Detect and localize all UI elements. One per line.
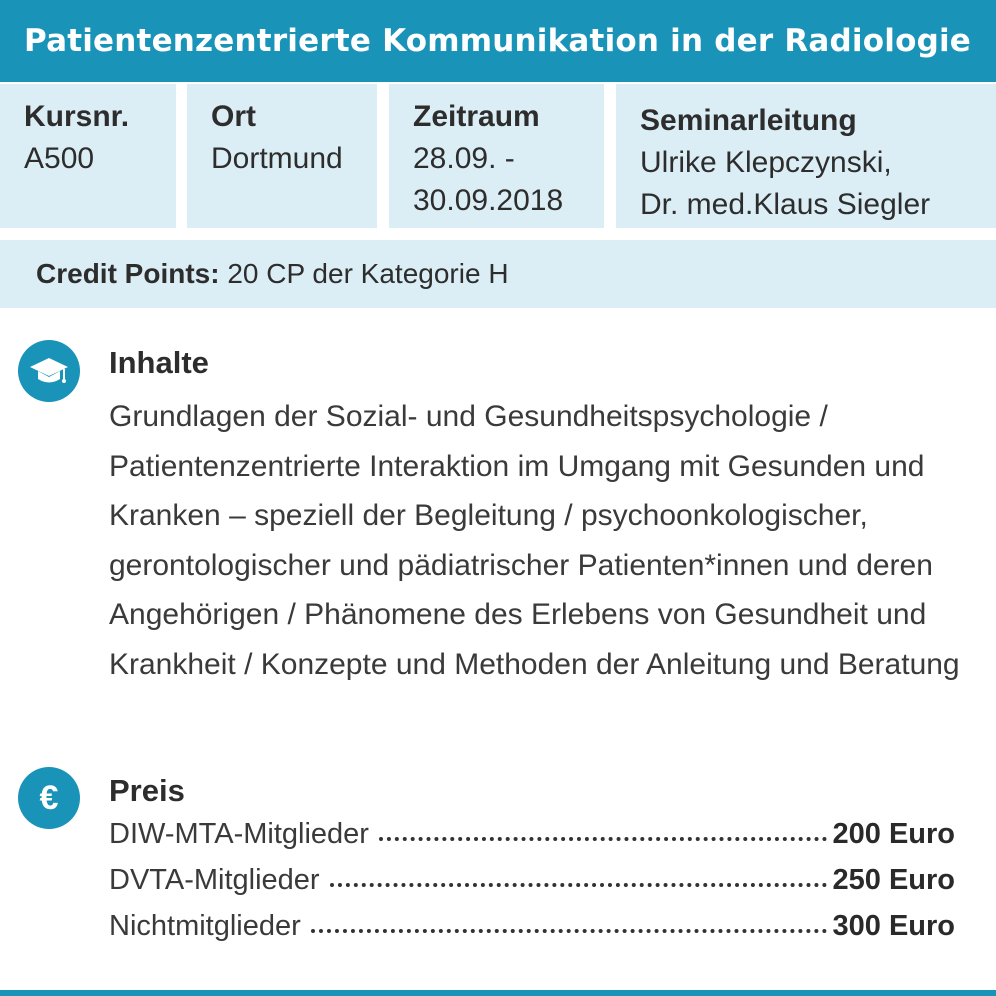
dot-leader [379,837,827,841]
credit-points-value: 20 CP der Kategorie H [219,258,509,289]
ort-value: Dortmund [211,142,343,175]
preis-heading: Preis [109,773,185,808]
kursnr-value: A500 [24,142,95,175]
dot-leader [330,883,827,887]
title-bar [0,0,996,82]
ort-cell [187,84,377,228]
price-row-value: 250 Euro [832,864,955,896]
kursnr-label: Kursnr. [24,100,130,133]
bottom-divider [0,990,996,996]
seminarleitung-label: Seminarleitung [640,104,857,137]
seminarleitung-value: Ulrike Klepczynski, Dr. med.Klaus Siegler [640,146,931,221]
credit-points-label: Credit Points: [36,258,220,289]
zeitraum-value: 28.09. - 30.09.2018 [413,142,564,217]
price-row-value: 200 Euro [832,818,955,850]
price-row-name: Nichtmitglieder [109,910,301,942]
page-title: Patientenzentrierte Kommunikation in der Radiologie [24,23,972,59]
zeitraum-cell [389,84,604,228]
inhalte-text: Grundlagen der Sozial- und Gesundheitspsychologie / Patientenzentrierte Interaktion im Umgang mit Gesunden und Kranken – speziell der Begleitung / psychoonkologischer, gerontologischer und pädiatrischer Patienten*innen und deren Angehörigen / Phänomene des Erlebens von Gesundheit und Krankheit / Konzepte und Methoden der Anleitung und Beratung [109,400,960,681]
price-row [109,818,955,858]
price-row [109,864,955,904]
price-row-name: DVTA-Mitglieder [109,864,320,896]
seminarleitung-cell [616,84,996,228]
credit-points-bar [0,240,996,308]
price-row-value: 300 Euro [832,910,955,942]
price-row-name: DIW-MTA-Mitglieder [109,818,369,850]
graduation-cap-icon [18,340,80,402]
ort-label: Ort [211,100,256,133]
kursnr-cell [0,84,176,228]
zeitraum-label: Zeitraum [413,100,540,133]
price-row [109,910,955,950]
euro-icon: € [18,767,80,829]
dot-leader [311,929,827,933]
inhalte-heading: Inhalte [109,345,209,380]
